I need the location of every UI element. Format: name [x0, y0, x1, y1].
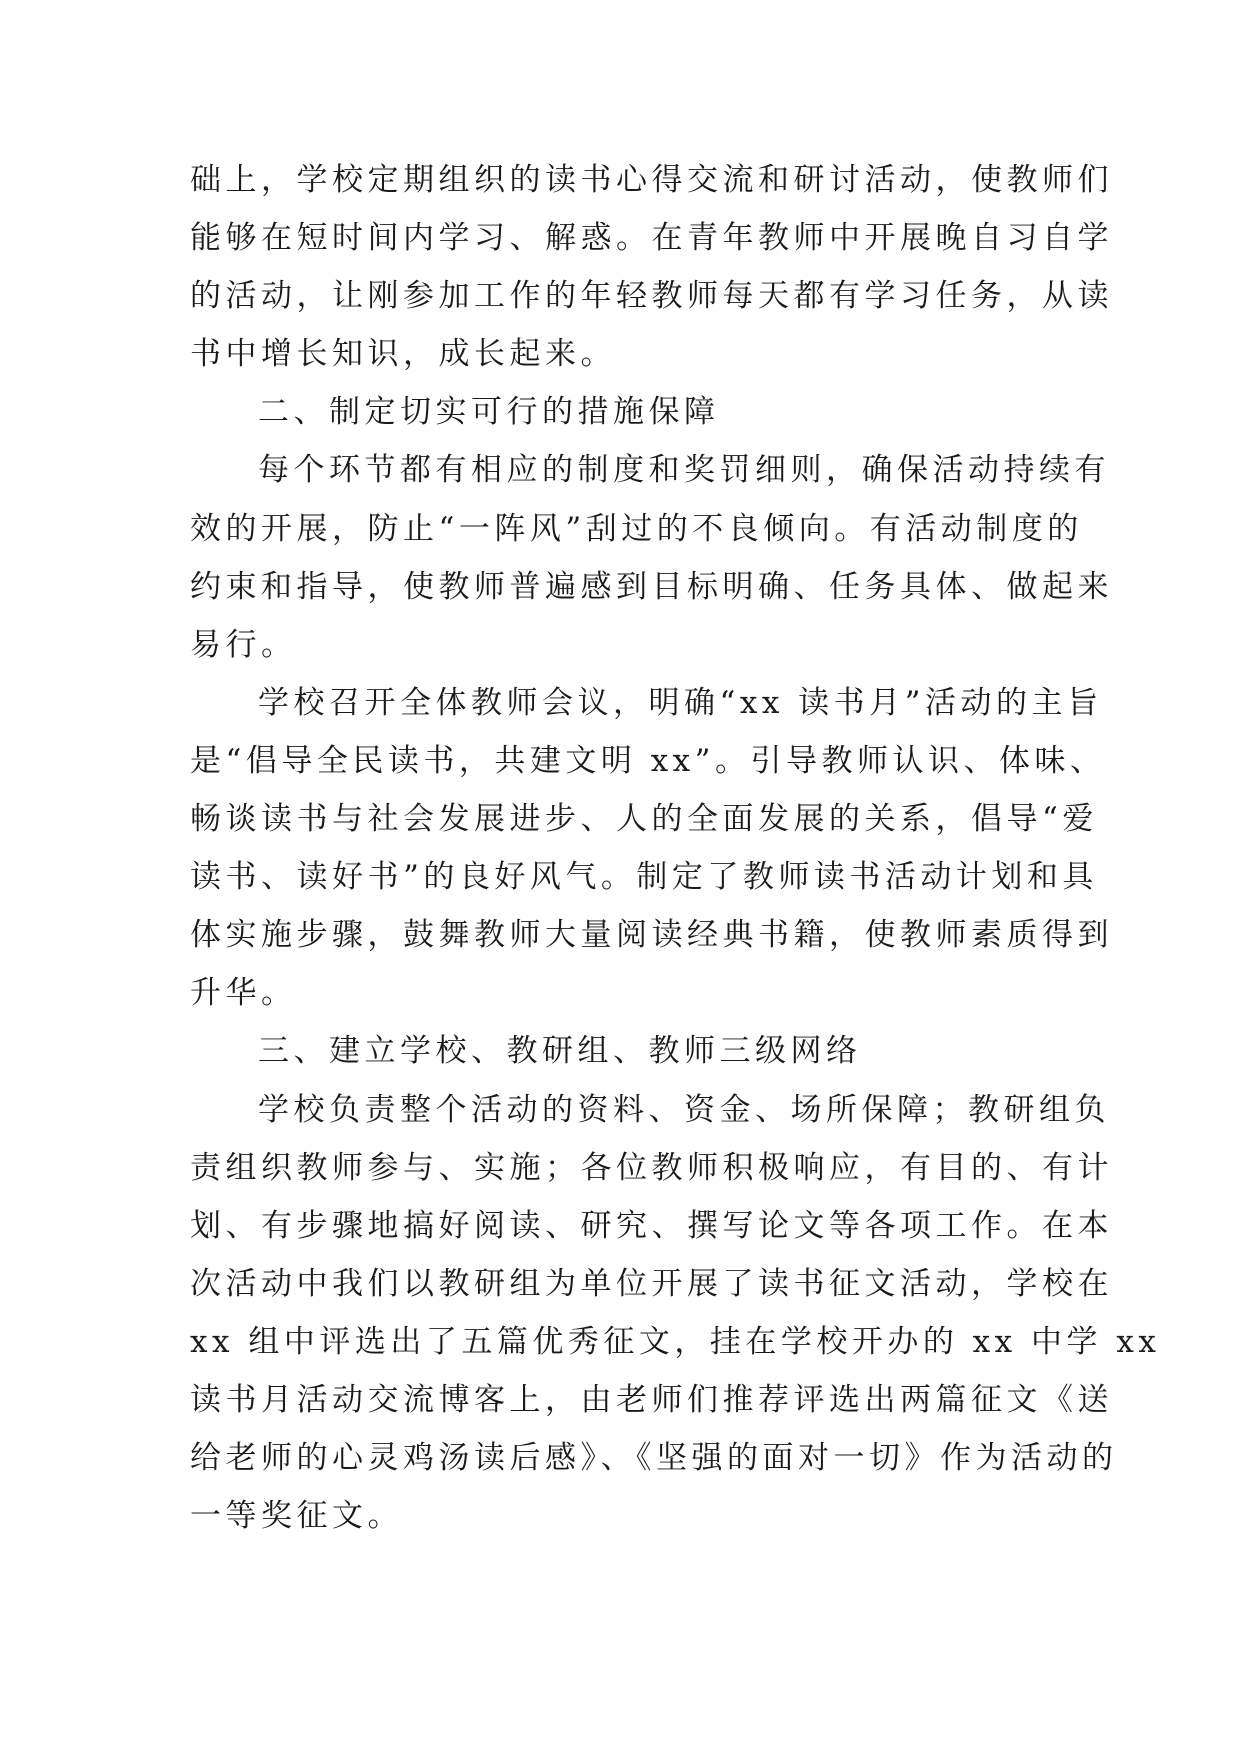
text-line: 升华。 — [190, 975, 297, 1012]
text-line: 学校召开全体教师会议，明确“xx 读书月”活动的主旨 — [258, 684, 1103, 721]
text-line: 书中增长知识，成长起来。 — [190, 336, 616, 373]
text-line: 约束和指导，使教师普遍感到目标明确、任务具体、做起来 — [190, 568, 1113, 605]
text-line: 读书、读好书”的良好风气。制定了教师读书活动计划和具 — [190, 859, 1098, 896]
text-line: 划、有步骤地搞好阅读、研究、撰写论文等各项工作。在本 — [190, 1207, 1113, 1244]
text-line: 体实施步骤，鼓舞教师大量阅读经典书籍，使教师素质得到 — [190, 917, 1113, 954]
text-line: 易行。 — [190, 626, 297, 663]
text-line: 的活动，让刚参加工作的年轻教师每天都有学习任务，从读 — [190, 278, 1113, 315]
text-line: 每个环节都有相应的制度和奖罚细则，确保活动持续有 — [258, 452, 1110, 489]
document-body — [190, 151, 1161, 1545]
text-line: 础上，学校定期组织的读书心得交流和研讨活动，使教师们 — [190, 162, 1113, 198]
section-heading: 三、建立学校、教研组、教师三级网络 — [258, 1033, 862, 1070]
text-line: 一等奖征文。 — [190, 1498, 403, 1535]
text-line: 效的开展，防止“一阵风”刮过的不良倾向。有活动制度的 — [190, 510, 1083, 547]
text-line: 责组织教师参与、实施；各位教师积极响应，有目的、有计 — [190, 1149, 1113, 1186]
text-line: xx 组中评选出了五篇优秀征文，挂在学校开办的 xx 中学 xx — [190, 1323, 1161, 1360]
text-line: 是“倡导全民读书，共建文明 xx”。引导教师认识、体味、 — [190, 742, 1106, 779]
section-heading: 二、制定切实可行的措施保障 — [258, 394, 720, 431]
text-line: 畅谈读书与社会发展进步、人的全面发展的关系，倡导“爱 — [190, 801, 1098, 838]
text-line: 读书月活动交流博客上，由老师们推荐评选出两篇征文《送 — [190, 1381, 1113, 1418]
text-line: 给老师的心灵鸡汤读后感》、《坚强的面对一切》作为活动的 — [190, 1440, 1118, 1477]
text-line: 次活动中我们以教研组为单位开展了读书征文活动，学校在 — [190, 1265, 1113, 1302]
text-line: 学校负责整个活动的资料、资金、场所保障；教研组负 — [258, 1091, 1110, 1128]
text-line: 能够在短时间内学习、解惑。在青年教师中开展晚自习自学 — [190, 220, 1113, 257]
